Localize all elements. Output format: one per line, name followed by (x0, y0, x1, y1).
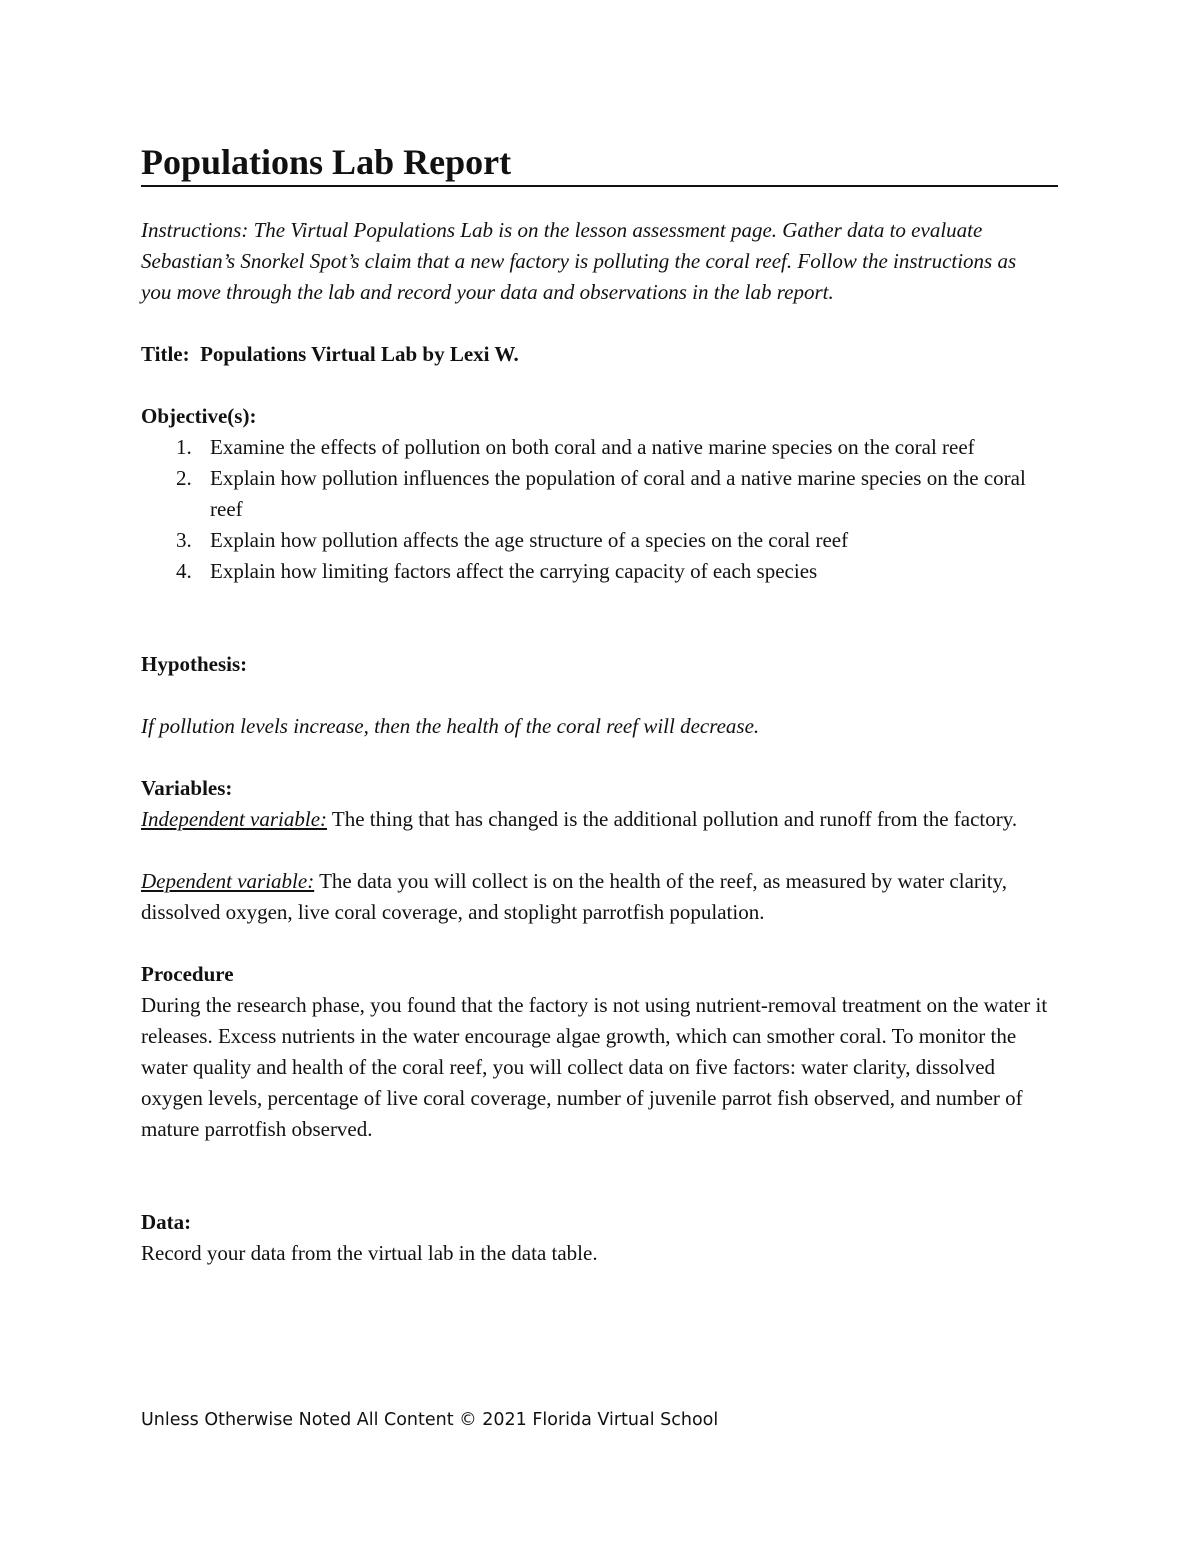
list-item-number: 4. (176, 559, 192, 583)
procedure-section (141, 959, 1061, 1145)
data-section (141, 1207, 1061, 1269)
list-item (141, 463, 1061, 525)
independent-variable-label: Independent variable: (141, 807, 328, 831)
data-heading: Data: (141, 1210, 192, 1234)
independent-variable-text: The thing that has changed is the additional pollution and runoff from the factory. (327, 807, 1018, 831)
lab-title-label: Title: (141, 342, 190, 366)
hypothesis-text: If pollution levels increase, then the health of the coral reef will decrease. (141, 714, 760, 738)
variables-section (141, 773, 1061, 928)
list-item (141, 525, 1061, 556)
list-item (141, 432, 1061, 463)
page-footer: Unless Otherwise Noted All Content © 2021 Florida Virtual School (141, 1410, 719, 1430)
list-item-number: 2. (176, 466, 192, 490)
document-body (141, 140, 1061, 1269)
list-item-number: 1. (176, 435, 192, 459)
data-text: Record your data from the virtual lab in the data table. (141, 1241, 598, 1265)
procedure-text: During the research phase, you found that the factory is not using nutrient-removal treatment on the water it releases. Excess nutrients in the water encourage algae growth, which can smother coral. To monitor the water quality and health of the coral reef, you will collect data on five factors: water clarity, dissolved oxygen levels, percentage of live coral coverage, number of juvenile parrot fish observed, and number of mature parrotfish observed. (141, 993, 1048, 1141)
variables-heading: Variables: (141, 776, 233, 800)
list-item-text: Explain how limiting factors affect the carrying capacity of each species (210, 559, 818, 583)
list-item-text: Examine the effects of pollution on both coral and a native marine species on the coral reef (210, 435, 975, 459)
list-item-number: 3. (176, 528, 192, 552)
page-title: Populations Lab Report (141, 140, 1058, 187)
hypothesis-heading: Hypothesis: (141, 652, 248, 676)
independent-variable (141, 804, 1061, 835)
lab-title-line (141, 339, 1061, 370)
list-item-text: Explain how pollution affects the age structure of a species on the coral reef (210, 528, 849, 552)
list-item-text: Explain how pollution influences the population of coral and a native marine species on the coral reef (210, 466, 1026, 521)
procedure-heading: Procedure (141, 962, 234, 986)
objectives-heading: Objective(s): (141, 404, 257, 428)
objectives-list (141, 432, 1061, 587)
dependent-variable-label: Dependent variable: (141, 869, 315, 893)
objectives-section (141, 401, 1061, 587)
dependent-variable (141, 866, 1061, 928)
dependent-variable-text: The data you will collect is on the health of the reef, as measured by water clarity, dissolved oxygen, live coral coverage, and stoplight parrotfish population. (141, 869, 1007, 924)
lab-title-value: Populations Virtual Lab by Lexi W. (200, 342, 519, 366)
instructions-text: Instructions: The Virtual Populations Lab is on the lesson assessment page. Gather data to evaluate Sebastian’s Snorkel Spot’s claim that a new factory is polluting the coral reef. Follow the instructions as you move through the lab and record your data and observations in the lab report. (141, 218, 1017, 304)
list-item (141, 556, 1061, 587)
